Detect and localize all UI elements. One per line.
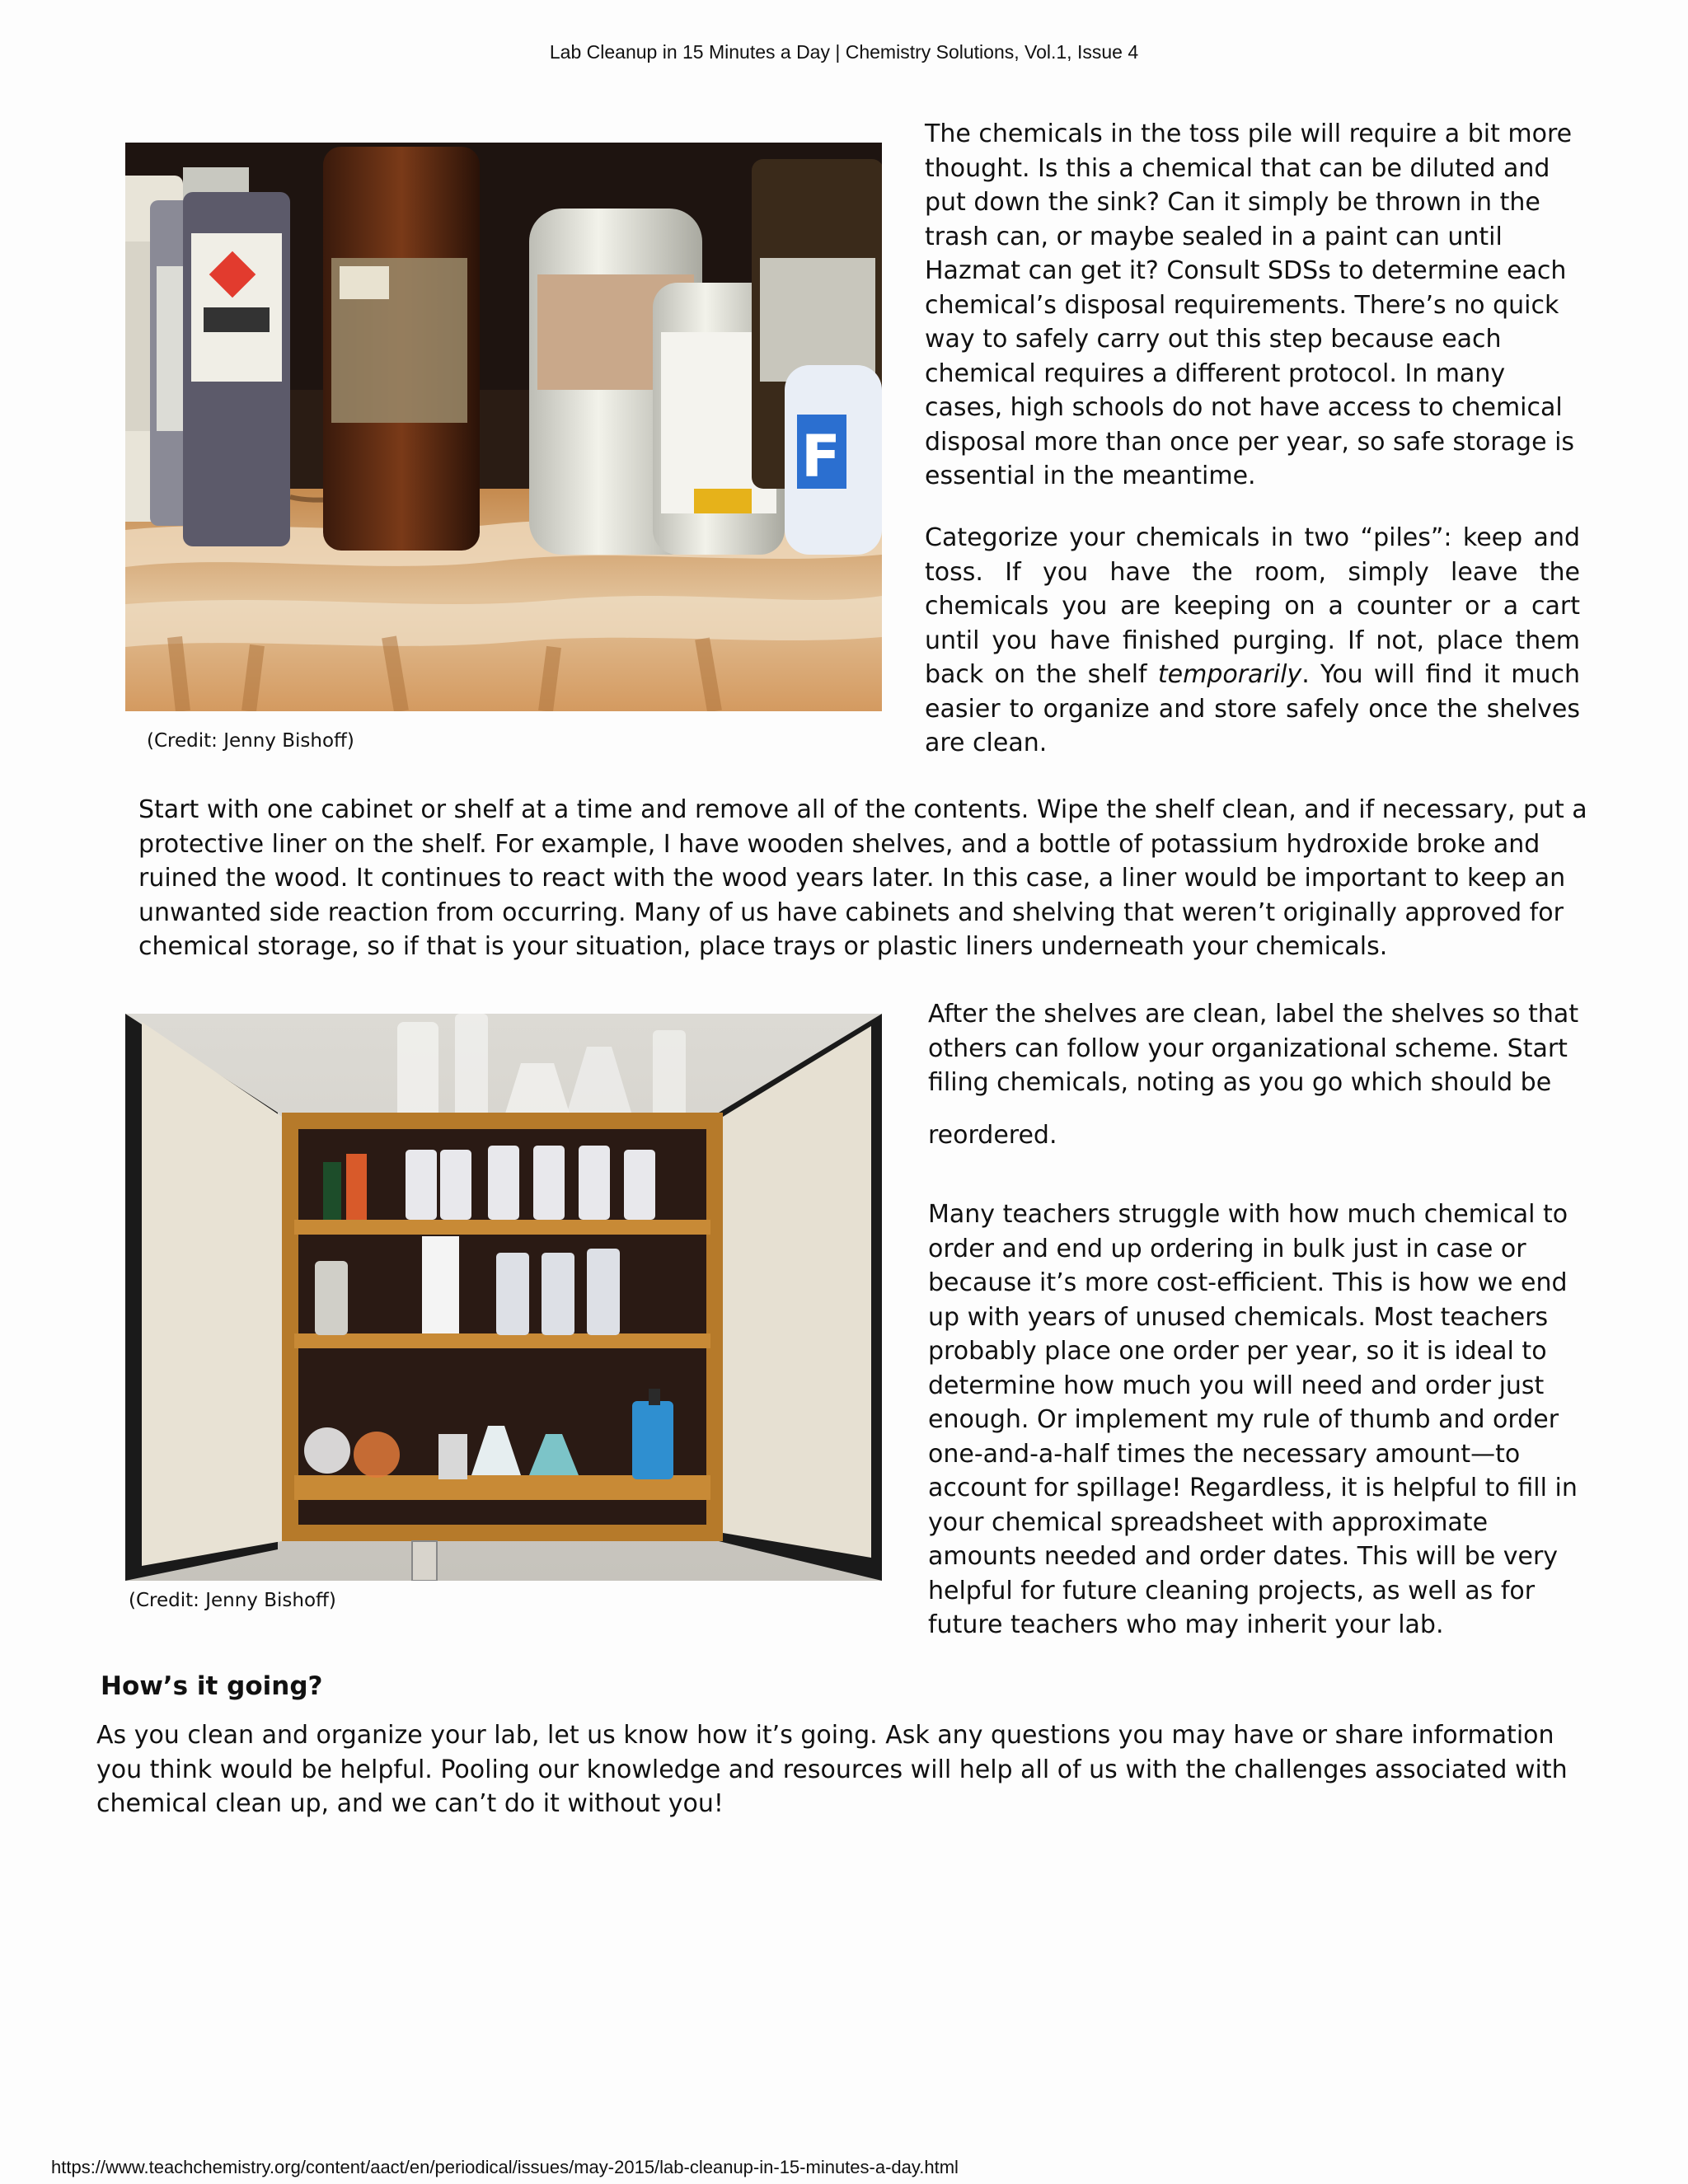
paragraph-categorize: [925, 521, 1580, 761]
source-url[interactable]: https://www.teachchemistry.org/content/aact/en/periodical/issues/may-2015/lab-cleanup-in-15-minutes-a-day.html: [51, 2157, 959, 2177]
running-header: Lab Cleanup in 15 Minutes a Day | Chemistry Solutions, Vol.1, Issue 4: [549, 41, 1139, 63]
categorize-text-end: . You will find it much easier to organize and store safely once the shelves are clean.: [925, 660, 1580, 757]
paragraph-hows-it-going: As you clean and organize your lab, let us know how it’s going. Ask any questions you may have or share information you think would be helpful. Pooling our knowledge and resources will help all of us with the challenges associated with chemical clean up, and we can’t do it without you!: [96, 1721, 1568, 1818]
chemical-bottles-photo: [125, 143, 882, 711]
paragraph-reordered: reordered.: [928, 1121, 1057, 1150]
paragraph-start-cabinet: Start with one cabinet or shelf at a time and remove all of the contents. Wipe the shelf clean, and if necessary, put a protective liner on the shelf. For example, I have wooden shelves, and a bottle of potassium hydroxide broke and ruined the wood. It continues to react with the wood years later. In this case, a liner would be important to keep an unwanted side reaction from occurring. Many of us have cabinets and shelving that weren’t originally approved for chemical storage, so if that is your situation, place trays or plastic liners underneath your chemicals.: [138, 795, 1587, 961]
section-heading-hows-it-going: How’s it going?: [101, 1671, 323, 1701]
photo2-caption: (Credit: Jenny Bishoff): [129, 1590, 336, 1611]
photo1-caption: (Credit: Jenny Bishoff): [147, 730, 354, 752]
categorize-emphasis: temporarily: [1157, 660, 1302, 689]
categorize-text-start: Categorize your chemicals in two “piles”: keep and toss. If you have the room, simply leave the chemicals you are keeping on a counter or a cart until you have finished purging. If not, place them back on the shelf: [925, 523, 1580, 689]
paragraph-toss-pile: The chemicals in the toss pile will require a bit more thought. Is this a chemical that can be diluted and put down the sink? Can it simply be thrown in the trash can, or maybe sealed in a paint can until Hazmat can get it? Consult SDSs to determine each chemical’s disposal requirements. There’s no quick way to safely carry out this step because each chemical requires a different protocol. In many cases, high schools do not have access to chemical disposal more than once per year, so safe storage is essential in the meantime.: [925, 120, 1575, 490]
paragraph-label-shelves: After the shelves are clean, label the shelves so that others can follow your organizational scheme. Start filing chemicals, noting as you go which should be: [928, 1000, 1579, 1097]
paragraph-ordering: Many teachers struggle with how much chemical to order and end up ordering in bulk just in case or because it’s more cost-efficient. This is how we end up with years of unused chemicals. Most teachers probably place one order per year, so it is ideal to determine how much you will need and order just enough. Or implement my rule of thumb and order one-and-a-half times the necessary amount—to account for spillage! Regardless, it is helpful to fill in your chemical spreadsheet with approximate amounts needed and order dates. This will be very helpful for future cleaning projects, as well as for future teachers who may inherit your lab.: [928, 1200, 1578, 1639]
chemical-cabinet-photo: [125, 1014, 882, 1581]
svg-text:F: F: [801, 423, 841, 490]
